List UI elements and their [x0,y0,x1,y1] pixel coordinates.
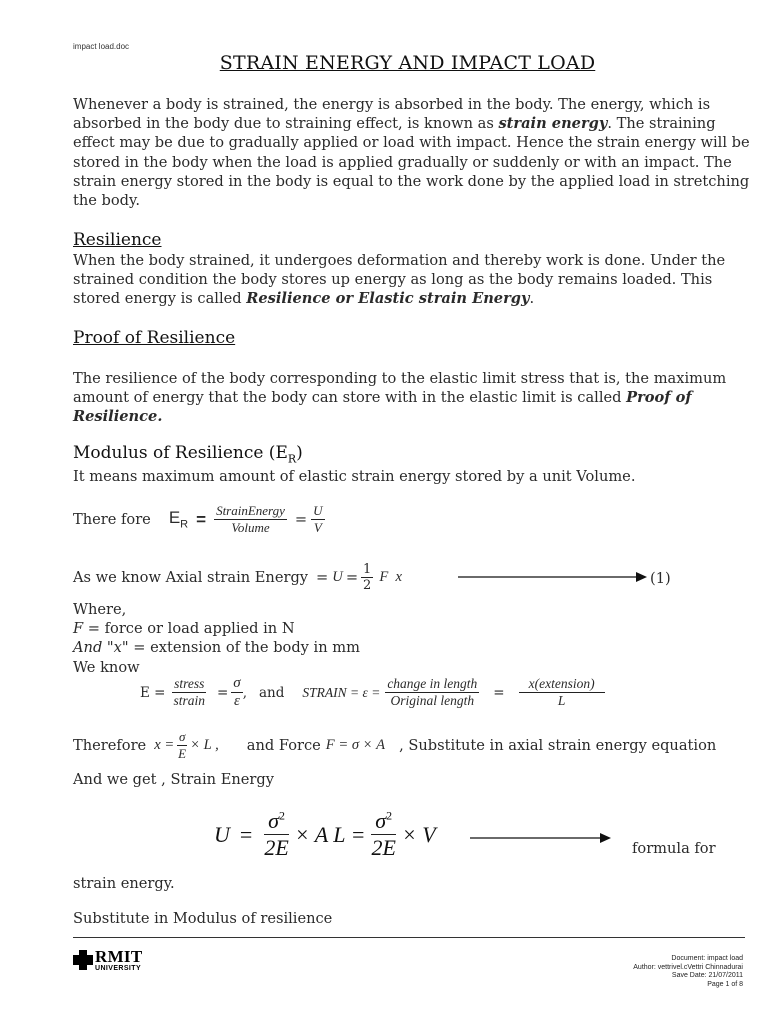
eq-final-fraction-1 [262,808,290,861]
eq-final-label: formula for [632,840,716,857]
eq-e-and: and [259,684,285,701]
eq-final-sigma1: σ [268,808,279,833]
where-f-symbol: F [73,620,84,638]
eq-er-e: E [168,508,181,528]
eq-er-den2: V [313,520,322,535]
eq-axial-eq2: = [345,569,359,586]
where-x-line [73,638,753,657]
eq-er-fraction-2 [311,503,324,536]
equation-final [214,808,436,861]
proof-paragraph [73,369,753,427]
eq-axial-u: U [332,569,343,585]
eq-final-eq1: = [239,821,253,847]
eq-therefore-x: x = [154,737,175,753]
eq-e-num3: change in length [387,676,478,691]
eq-er-den1: Volume [231,520,270,535]
eq-therefore-tail: × L , [190,737,219,753]
where-x-text: = extension of the body in mm [128,639,360,657]
resilience-term: Resilience or Elastic strain Energy [246,290,530,308]
eq-er-equals: = [196,509,207,529]
eq-e-num1: stress [174,676,205,691]
eq-er-num1: StrainEnergy [216,503,285,518]
eq-final-sigma2: σ [375,808,387,833]
eq-axial-fraction [361,562,373,593]
modulus-paragraph: It means maximum amount of elastic strain energy stored by a unit Volume. [73,468,636,485]
rmit-pixel-icon [73,950,93,970]
eq-therefore-lead: Therefore [73,737,147,754]
eq-e-comma: , [242,684,247,701]
eq-e-fraction-4 [519,676,605,709]
where-block [73,600,753,677]
intro-text-after: . The straining effect may be due to gradually applied or load with impact. Hence the strain energy will be stored in the body when the load is applied gradually or suddenly or with an impact. The strain energy stored in the body is equal to the work done by the applied load in stretching the body. [73,115,750,210]
eq-therefore-num: σ [178,729,186,744]
page-title: STRAIN ENERGY AND IMPACT LOAD [219,52,596,74]
strain-energy-text: strain energy. [73,875,175,892]
eq-final-den1: 2E [264,835,289,860]
eq-final-den2: 2E [371,835,396,860]
eq-e-fraction-3 [385,676,479,709]
resilience-heading: Resilience [73,230,162,250]
eq-er-lead: There fore [73,511,151,528]
eq-e-num4: x(extension) [519,676,605,693]
eq-er-sub: R [180,518,189,531]
where-f-text: = force or load applied in N [83,620,295,638]
eq-e-equals: = [216,684,229,701]
eq-final-u: U [214,821,230,847]
eq-therefore-force-eq: F = σ × A [325,737,386,753]
eq-final-num1 [264,808,289,835]
eq-final-tail: × V [401,821,436,847]
eq-e-num2: σ [233,675,241,691]
intro-term: strain energy [498,115,608,133]
rmit-logo [73,948,142,972]
eq-er-num2: U [313,503,323,518]
eq-er-fraction-1 [214,503,287,536]
rmit-logo-sub: UNIVERSITY [95,965,142,972]
where-x-symbol: And "x" [73,639,129,657]
modulus-heading-sub: R [287,452,297,466]
arrow-right-icon [458,570,648,584]
eq-final-num2 [371,808,396,835]
eq-axial-number: (1) [650,570,671,587]
resilience-text-after: . [529,290,535,308]
footer-author: Author: vettrivel.cVettri Chinnadurai [633,963,743,971]
eq-final-sup1: 2 [278,808,285,823]
eq-therefore-fraction [176,729,188,762]
equation-er [73,503,325,536]
eq-e-equals-3: = [493,684,505,701]
we-know: We know [73,658,140,676]
eq-e-strain-lhs: STRAIN = ε = [302,684,381,700]
eq-e-fraction-1 [171,676,207,709]
footer-info [633,955,743,989]
intro-text-before: Whenever a body is strained, the energy is absorbed in the body. The energy, which is absorbed in the body due to straining effect, is known as [73,96,711,133]
eq-final-mid: × A L = [294,821,366,847]
equation-e [140,675,605,710]
modulus-heading [73,443,303,465]
footer-divider [73,937,745,938]
eq-axial-lead: As we know Axial strain Energy [73,569,309,586]
eq-e-den1: strain [173,693,205,708]
eq-e-lhs: E = [140,684,166,701]
eq-therefore-den: E [178,746,187,761]
eq-e-fraction-2 [231,675,242,710]
proof-heading: Proof of Resilience [73,328,236,348]
eq-therefore-force-lead: and Force [246,737,321,754]
where-label: Where, [73,601,127,618]
eq-e-den3: Original length [390,693,475,708]
intro-paragraph [73,95,753,210]
eq-final-fraction-2 [369,808,397,861]
where-f-line [73,619,753,638]
equation-therefore [73,729,716,762]
modulus-heading-close: ) [296,443,303,463]
header-filename: impact load.doc [73,42,130,51]
proof-term: Proof of Resilience. [73,389,692,426]
substitute-text: Substitute in Modulus of resilience [73,910,333,927]
eq-axial-den: 2 [363,578,372,593]
rmit-logo-text: RMIT [95,947,143,966]
eq-e-den4: L [557,693,566,708]
equation-axial [73,562,402,593]
footer-document: Document: impact load [671,955,743,962]
and-we-get: And we get , Strain Energy [73,771,274,788]
eq-axial-eq1: = [316,569,329,586]
arrow-right-icon [470,831,612,845]
proof-text-before: The resilience of the body corresponding to the elastic limit stress that is, the maximum amount of energy that the body can store with in the elastic limit is called [73,370,727,407]
resilience-paragraph [73,251,753,309]
eq-e-den2: ε [234,693,240,709]
eq-therefore-sub-text: , Substitute in axial strain energy equation [399,737,717,754]
eq-axial-num: 1 [363,562,372,577]
modulus-heading-text: Modulus of Resilience (E [73,443,288,463]
footer-save-date: Save Date: 21/07/2011 [671,972,743,979]
footer-page: Page 1 of 8 [707,980,743,988]
resilience-text-before: When the body strained, it undergoes deformation and thereby work is done. Under the strained condition the body stores up energy as long as the body remains loaded. This stored energy is called [73,252,726,308]
eq-er-symbol [169,508,188,530]
eq-axial-rest: F x [379,569,403,585]
eq-final-sup2: 2 [386,808,393,823]
eq-er-equals-2: = [294,511,308,528]
